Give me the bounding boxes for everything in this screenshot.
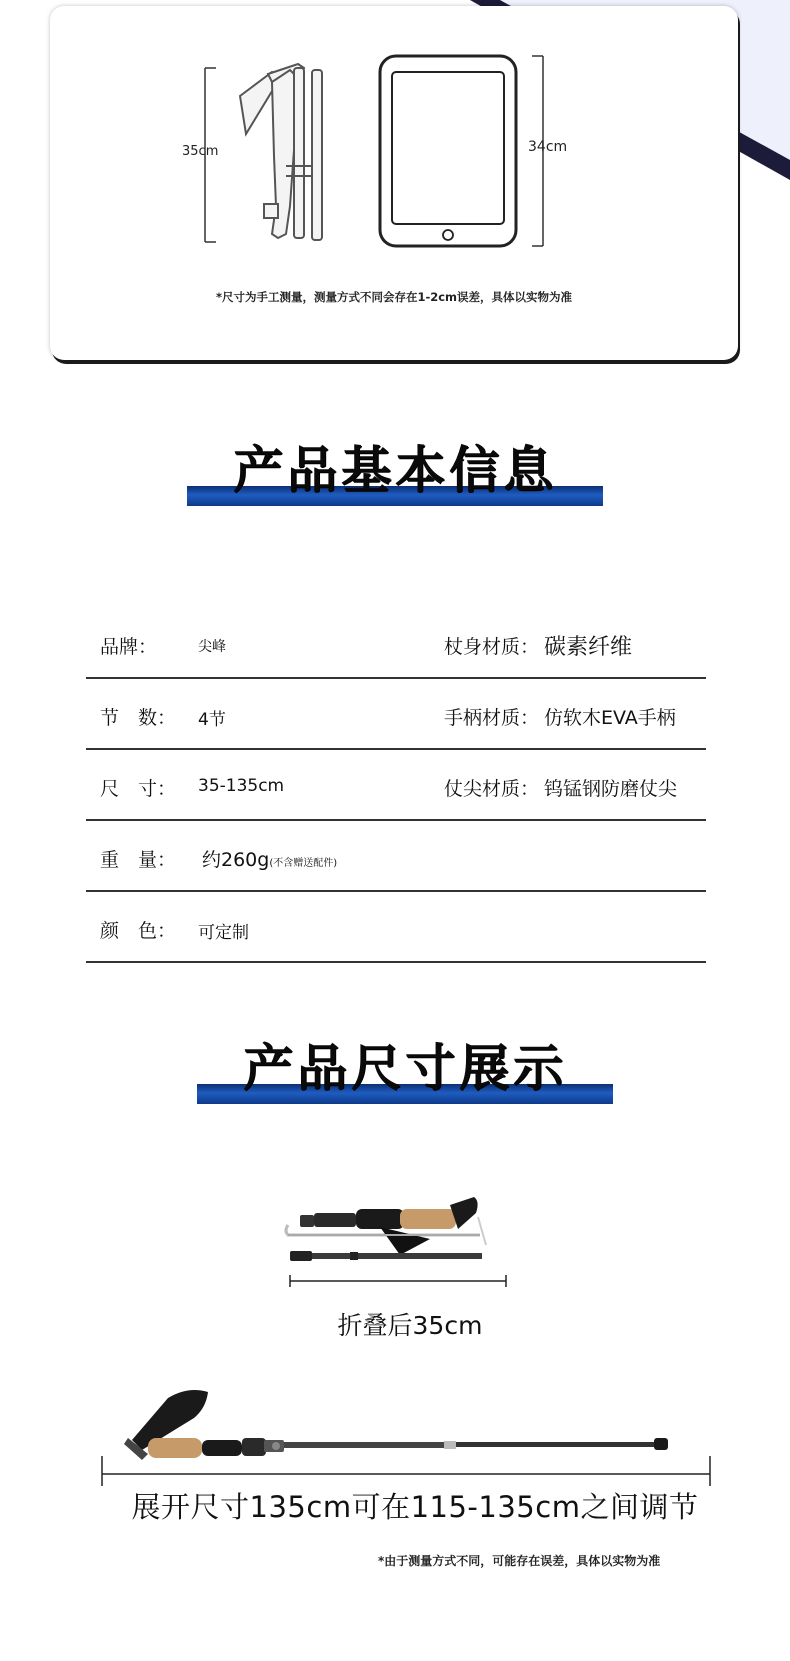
sections-value: 4节	[198, 710, 226, 730]
info-row-sections	[86, 679, 706, 750]
section-title-size-display	[197, 1034, 613, 1104]
tablet-sketch	[380, 56, 516, 246]
grip-material-label: 手柄材质：	[444, 707, 540, 729]
sections-label: 节 数：	[100, 707, 177, 729]
info-row-weight	[86, 821, 706, 892]
product-info-table	[86, 608, 706, 963]
size-label: 尺 寸：	[100, 778, 177, 800]
size-value: 35-135cm	[198, 776, 285, 796]
size-comparison-card	[50, 6, 738, 360]
grip-material-value: 仿软木EVA手柄	[544, 707, 676, 729]
measurement-disclaimer: *由于测量方式不同，可能存在误差，具体以实物为准	[378, 1554, 661, 1568]
weight-note: (不含赠送配件)	[269, 858, 338, 869]
info-row-brand	[86, 608, 706, 679]
weight-label: 重 量：	[100, 849, 177, 871]
brand-value: 尖峰	[198, 639, 226, 655]
info-row-color	[86, 892, 706, 963]
folded-size-caption: 折叠后35cm	[337, 1311, 483, 1340]
folded-pole-image	[280, 1195, 520, 1315]
tip-material-value: 钨锰钢防磨仗尖	[544, 778, 678, 800]
shaft-material-value: 碳素纤维	[544, 635, 633, 660]
size-comparison-illustration	[50, 6, 738, 286]
section-title-text: 产品基本信息	[233, 441, 557, 499]
extended-size-caption: 展开尺寸135cm可在115-135cm之间调节	[131, 1490, 699, 1524]
brand-label: 品牌：	[100, 636, 158, 658]
section-title-text: 产品尺寸展示	[243, 1039, 567, 1097]
section-title-basic-info	[187, 436, 603, 506]
color-value: 可定制	[198, 923, 249, 943]
shaft-material-label: 杖身材质：	[444, 636, 540, 658]
tip-material-label: 仗尖材质：	[444, 778, 540, 800]
folded-pole-sketch	[240, 64, 322, 240]
info-row-size	[86, 750, 706, 821]
extended-pole-image	[98, 1378, 718, 1488]
color-label: 颜 色：	[100, 920, 177, 942]
pole-height-label: 35cm	[182, 144, 219, 159]
measurement-note: *尺寸为手工测量，测量方式不同会存在1-2cm误差，具体以实物为准	[215, 290, 573, 304]
weight-value: 约260g(不含赠送配件)	[202, 849, 338, 871]
tablet-height-label: 34cm	[528, 139, 568, 155]
